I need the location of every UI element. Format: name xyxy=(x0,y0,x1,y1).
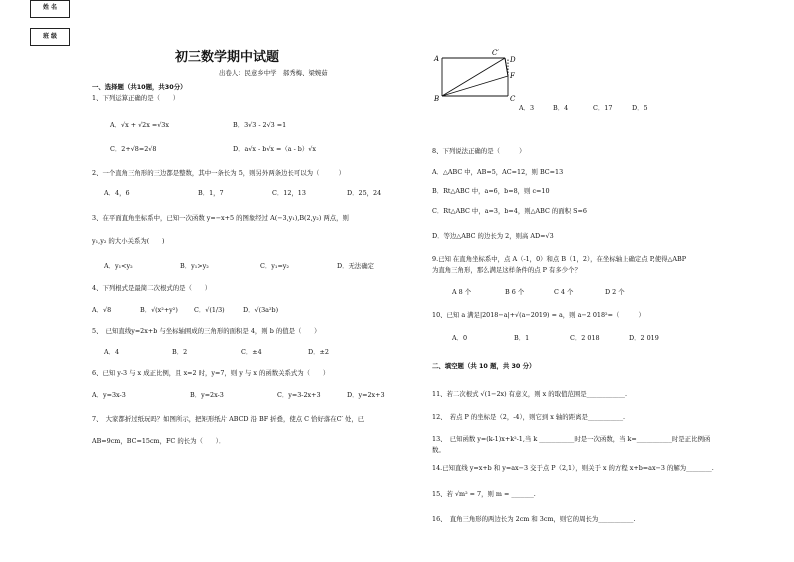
name-label: 姓 名 xyxy=(42,4,58,11)
question-3-stem: 3、在平面直角坐标系中，已知一次函数 y=−x+5 的图象经过 A(−3,y₁),B(2,y₂) 两点，则 xyxy=(92,214,349,222)
question-1-option-b: B．3√3 - 2√3 =1 xyxy=(233,121,287,129)
question-5-option-d: D．±2 xyxy=(308,348,329,356)
question-8-option-c: C．Rt△ABC 中，a=3，b=4，则△ABC 的面积 S=6 xyxy=(432,207,587,215)
question-7-option-b: B．4 xyxy=(553,104,569,112)
question-1-stem: 1、下列运算正确的是（ ） xyxy=(92,94,180,102)
figure-label-c: C xyxy=(510,95,516,103)
section-heading-fill: 二、填空题（共 10 题，共 30 分） xyxy=(432,362,536,370)
question-2-option-b: B．1，7 xyxy=(198,189,224,197)
question-13-cont: 数。 xyxy=(432,446,445,454)
question-6-option-a: A．y=3x-3 xyxy=(92,391,126,399)
question-7-option-a: A．3 xyxy=(519,104,535,112)
question-3-option-b: B．y₁>y₂ xyxy=(180,262,209,270)
name-box xyxy=(30,0,70,18)
class-box xyxy=(30,28,70,46)
page-title: 初三数学期中试题 xyxy=(175,50,280,65)
question-8-option-b: B．Rt△ABC 中，a=6，b=8，则 c=10 xyxy=(432,187,550,195)
question-16: 16、 直角三角形的两边长为 2cm 和 3cm，则它的周长为___________. xyxy=(432,515,636,523)
question-10-option-b: B．1 xyxy=(514,334,530,342)
question-4-option-a: A．√8 xyxy=(92,306,112,314)
question-7-stem-cont: AB=9cm，BC=15cm，FC 的长为（ ）． xyxy=(92,437,226,445)
question-11: 11、若二次根式 √(1−2x) 有意义，则 x 的取值范围是____________. xyxy=(432,390,628,398)
question-6-option-d: D．y=2x+3 xyxy=(347,391,385,399)
question-9-option-c: C 4 个 xyxy=(554,288,574,296)
question-2-option-a: A．4，6 xyxy=(104,189,130,197)
figure-label-c-prime: C′ xyxy=(492,49,499,57)
figure-label-a: A xyxy=(434,55,440,63)
question-7-stem: 7、 大家都折过纸玩吗？如图所示，把矩形纸片 ABCD 沿 BF 折叠，使点 C 恰好落在C′ 处，已 xyxy=(92,415,365,423)
question-6-stem: 6、已知 y-3 与 x 成正比例，且 x=2 时，y=7，则 y 与 x 的函数关系式为（ ） xyxy=(92,369,330,377)
figure-label-f: F xyxy=(510,72,515,80)
question-10-option-a: A．0 xyxy=(452,334,468,342)
question-4-stem: 4、下列根式是最简二次根式的是（ ） xyxy=(92,284,212,292)
question-9-stem-cont: 为直角三角形，那么满足这样条件的点 P 有多少个？ xyxy=(432,266,581,274)
figure-label-b: B xyxy=(434,95,440,103)
question-3-stem-cont: y₁,y₂ 的大小关系为( ) xyxy=(92,237,165,245)
question-3-option-c: C．y₁=y₂ xyxy=(260,262,289,270)
question-12: 12、 若点 P 的坐标是（2，-4），则它到 x 轴的距离是___________. xyxy=(432,413,626,421)
question-2-option-d: D．25，24 xyxy=(347,189,382,197)
question-10-option-c: C．2 018 xyxy=(570,334,600,342)
section-heading-choice: 一、选择题（共10题，共30分） xyxy=(92,83,187,91)
question-8-stem: 8、下列说法正确的是（ ） xyxy=(432,147,526,155)
question-10-option-d: D．2 019 xyxy=(629,334,659,342)
question-5-stem: 5、 已知直线y=2x+b 与坐标轴围成的三角形的面积是 4，则 b 的值是（ ） xyxy=(92,327,321,335)
authors-line: 出卷人：民意乡中学 郝秀梅、梁婉茹 xyxy=(219,69,328,77)
question-7-option-c: C．17 xyxy=(593,104,613,112)
question-9-option-b: B 6 个 xyxy=(505,288,525,296)
question-9-option-d: D 2 个 xyxy=(605,288,625,296)
question-2-stem: 2、一个直角三角形的三边都是整数，其中一条长为 5，则另外两条边长可以为（ ） xyxy=(92,169,346,177)
question-1-option-a: A．√x + √2x =√3x xyxy=(110,121,169,129)
question-3-option-a: A．y₁<y₂ xyxy=(104,262,133,270)
question-15: 15、若 √m² = 7，则 m = _______. xyxy=(432,490,536,498)
question-13: 13、 已知函数 y=(k-1)x+k²-1,当 k ___________时是一次函数，当 k=___________时是正比例函 xyxy=(432,435,711,443)
question-2-option-c: C．12，13 xyxy=(272,189,306,197)
question-5-option-c: C．±4 xyxy=(241,348,262,356)
question-9-option-a: A 8 个 xyxy=(452,288,472,296)
class-label: 班 级 xyxy=(42,33,58,40)
question-5-option-b: B．2 xyxy=(172,348,188,356)
question-4-option-c: C．√(1/3) xyxy=(194,306,225,314)
question-5-option-a: A．4 xyxy=(104,348,120,356)
question-6-option-b: B．y=2x-3 xyxy=(190,391,224,399)
question-7-option-d: D．5 xyxy=(632,104,648,112)
question-6-option-c: C．y=3-2x+3 xyxy=(277,391,321,399)
question-9-stem: 9.已知 在直角坐标系中，点 A（-1，0）和点 B（1，2），在坐标轴上确定点 P,使得△ABP xyxy=(432,255,687,263)
question-10-stem: 10、已知 a 满足|2018−a|+√(a−2019) = a，则 a−2 018²=（ ） xyxy=(432,311,645,319)
question-8-option-d: D．等边△ABC 的边长为 2，则高 AD=√3 xyxy=(432,232,554,240)
question-4-option-b: B．√(x²+y²) xyxy=(140,306,178,314)
question-14: 14.已知直线 y=x+b 和 y=ax−3 交于点 P（2,1），则关于 x 的方程 x+b=ax−3 的解为________. xyxy=(432,464,714,472)
question-8-option-a: A．△ABC 中，AB=5，AC=12，则 BC=13 xyxy=(432,168,564,176)
question-4-option-d: D．√(3a²b) xyxy=(243,306,279,314)
rectangle-fold-figure xyxy=(432,48,522,104)
question-3-option-d: D．无法确定 xyxy=(337,262,375,270)
question-1-option-d: D．a√x - b√x =（a - b）√x xyxy=(233,145,316,153)
question-1-option-c: C．2+√8=2√8 xyxy=(110,145,157,153)
figure-label-d: D xyxy=(510,56,516,64)
